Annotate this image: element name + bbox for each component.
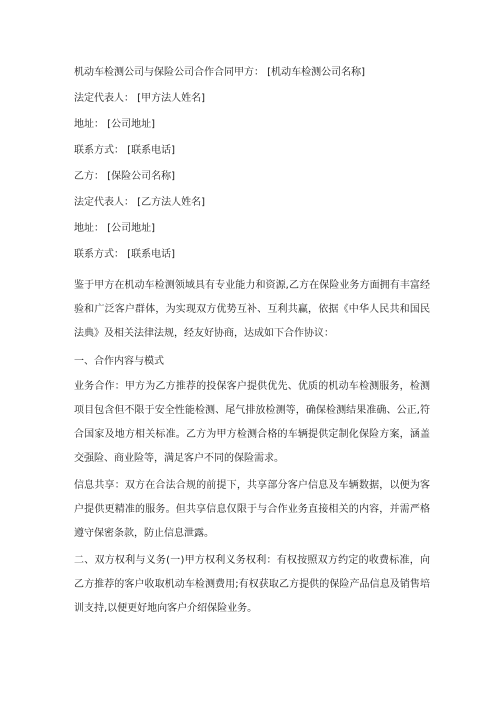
party-b-legal-rep: 法定代表人： [乙方法人姓名] bbox=[74, 197, 205, 208]
business-cooperation-paragraph: 业务合作：甲方为乙方推荐的投保客户提供优先、优质的机动车检测服务，检测项目包含但不限于安全性能检测、尾气排放检测等，确保检测结果准确、公正,符合国家及地方相关标准。乙方为甲方检测合格的车辆提供定制化保险方案，涵盖交强险、商业险等，满足客户不同的保险需求。 bbox=[74, 381, 430, 464]
party-b-name: 乙方： [保险公司名称] bbox=[74, 171, 175, 182]
party-a-legal-rep: 法定代表人： [甲方法人姓名] bbox=[74, 93, 205, 104]
party-a-contact: 联系方式： [联系电话] bbox=[74, 145, 175, 156]
section-1-title: 一、合作内容与模式 bbox=[74, 356, 164, 367]
section-2-paragraph: 二、双方权利与义务(一)甲方权利义务权利：有权按照双方约定的收费标准，向乙方推荐的客户收取机动车检测费用;有权获取乙方提供的保险产品信息及销售培训支持,以便更好地向客户介绍保险业务。 bbox=[74, 555, 430, 614]
party-b-contact: 联系方式： [联系电话] bbox=[74, 249, 175, 260]
party-b-address: 地址： [公司地址] bbox=[74, 223, 155, 234]
party-a-address: 地址： [公司地址] bbox=[74, 119, 155, 130]
contract-title-line: 机动车检测公司与保险公司合作合同甲方： [机动车检测公司名称] bbox=[74, 67, 365, 78]
document-page bbox=[74, 66, 430, 624]
intro-paragraph: 鉴于甲方在机动车检测领域具有专业能力和资源,乙方在保险业务方面拥有丰富经验和广泛客户群体，为实现双方优势互补、互利共赢，依据《中华人民共和国民法典》及相关法律法规，经友好协商，达成如下合作协议： bbox=[74, 280, 430, 339]
info-sharing-paragraph: 信息共享：双方在合法合规的前提下，共享部分客户信息及车辆数据，以便为客户提供更精准的服务。但共享信息仅限于与合作业务直接相关的内容，并需严格遵守保密条款，防止信息泄露。 bbox=[74, 480, 430, 539]
